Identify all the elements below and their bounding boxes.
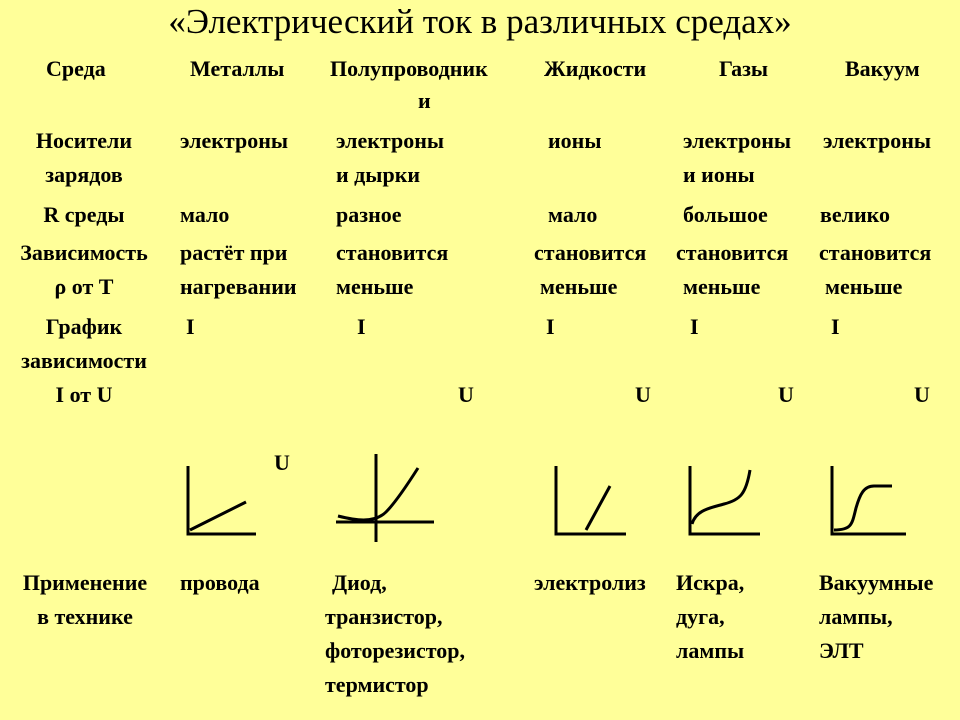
header-medium: Среда <box>46 56 106 81</box>
header-vacuum: Вакуум <box>845 56 920 81</box>
dependence-liquids-1: становится <box>534 240 647 265</box>
graph-vacuum <box>826 464 910 540</box>
row-label-graph-3: I от U <box>55 382 113 407</box>
carriers-gases-2: и ионы <box>683 162 755 187</box>
row-label-graph-1: График <box>45 314 123 339</box>
graph-semi-axes <box>336 454 434 542</box>
application-semi-3: фоторезистор, <box>325 638 465 663</box>
row-label-resistance: R среды <box>43 202 125 227</box>
axis-label-i-liquids: I <box>546 314 555 339</box>
header-liquids: Жидкости <box>544 56 647 81</box>
carriers-vacuum: электроны <box>823 128 932 153</box>
header-semiconductors: Полупроводник <box>330 56 488 81</box>
application-gases-2: дуга, <box>676 604 725 629</box>
application-vacuum-3: ЭЛТ <box>819 638 864 663</box>
dependence-semi-1: становится <box>336 240 449 265</box>
carriers-semi-2: и дырки <box>336 162 421 187</box>
carriers-semi-1: электроны <box>336 128 445 153</box>
axis-label-u-gases: U <box>778 382 794 407</box>
graph-liquids <box>550 464 630 540</box>
resistance-semi: разное <box>336 202 402 227</box>
graph-liquids-curve <box>586 486 610 530</box>
row-label-carriers-1: Носители <box>35 128 133 153</box>
row-label-dependence-2: ρ от Т <box>54 274 114 299</box>
resistance-gases: большое <box>683 202 768 227</box>
axis-label-u-liquids: U <box>635 382 651 407</box>
axis-label-u-semi: U <box>458 382 474 407</box>
graph-vacuum-axes <box>832 466 906 534</box>
application-gases-3: лампы <box>676 638 745 663</box>
graph-semi-curve <box>338 468 418 520</box>
resistance-vacuum: велико <box>820 202 891 227</box>
application-semi-2: транзистор, <box>325 604 443 629</box>
dependence-metals-1: растёт при <box>180 240 288 265</box>
header-gases: Газы <box>719 56 769 81</box>
application-liquids: электролиз <box>534 570 646 595</box>
page-title: «Электрический ток в различных средах» <box>168 2 792 41</box>
graph-gases-curve <box>692 470 750 524</box>
carriers-metals: электроны <box>180 128 289 153</box>
row-label-application-1: Применение <box>22 570 148 595</box>
axis-label-i-vacuum: I <box>831 314 840 339</box>
header-metals: Металлы <box>190 56 285 81</box>
header-semiconductors-wrap: и <box>418 88 431 113</box>
application-semi-1: Диод, <box>332 570 387 595</box>
graph-metals-axes <box>188 466 256 534</box>
axis-label-i-semi: I <box>357 314 366 339</box>
graph-semiconductors <box>334 450 438 546</box>
axis-label-i-gases: I <box>690 314 699 339</box>
dependence-metals-2: нагревании <box>180 274 297 299</box>
dependence-vacuum-2: меньше <box>825 274 903 299</box>
application-vacuum-1: Вакуумные <box>819 570 934 595</box>
dependence-vacuum-1: становится <box>819 240 932 265</box>
graph-vacuum-curve <box>834 486 892 530</box>
resistance-liquids: мало <box>548 202 598 227</box>
row-label-dependence-1: Зависимость <box>20 240 148 265</box>
row-label-carriers-2: зарядов <box>45 162 123 187</box>
row-label-application-2: в технике <box>37 604 133 629</box>
axis-label-i-metals: I <box>186 314 195 339</box>
application-gases-1: Искра, <box>676 570 745 595</box>
resistance-metals: мало <box>180 202 230 227</box>
row-label-graph-2: зависимости <box>21 348 147 373</box>
axis-label-u-metals: U <box>274 450 290 475</box>
graph-metals <box>180 464 260 540</box>
dependence-semi-2: меньше <box>336 274 414 299</box>
graph-metals-curve <box>190 502 246 530</box>
application-vacuum-2: лампы, <box>819 604 893 629</box>
carriers-gases-1: электроны <box>683 128 792 153</box>
carriers-liquids: ионы <box>548 128 602 153</box>
dependence-gases-2: меньше <box>683 274 761 299</box>
application-metals: провода <box>180 570 260 595</box>
application-semi-4: термистор <box>325 672 429 697</box>
dependence-liquids-2: меньше <box>540 274 618 299</box>
dependence-gases-1: становится <box>676 240 789 265</box>
axis-label-u-vacuum: U <box>914 382 930 407</box>
graph-gases <box>684 464 764 540</box>
